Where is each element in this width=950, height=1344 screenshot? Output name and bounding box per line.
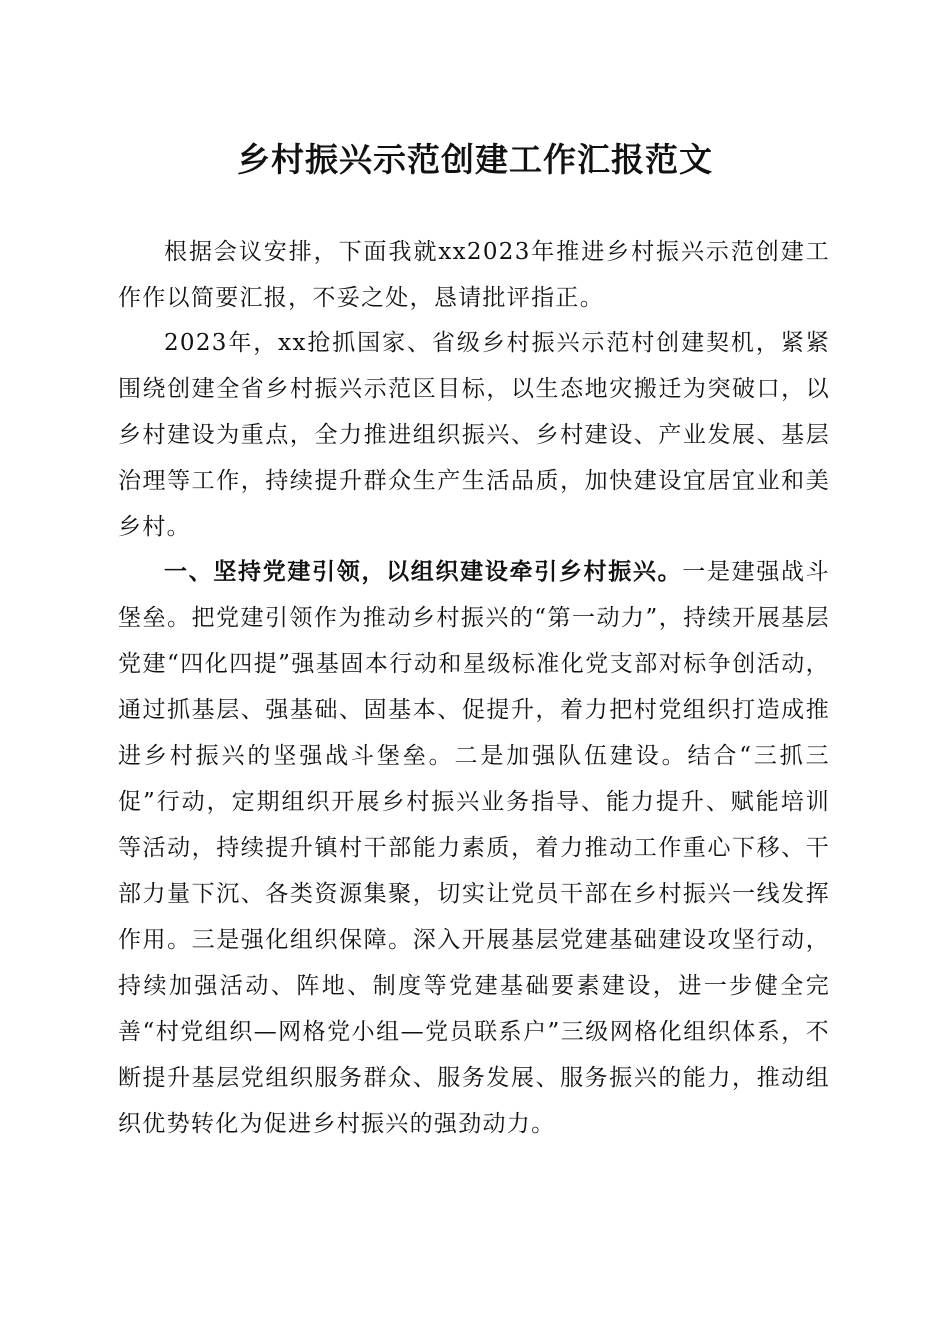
section-heading: 一、坚持党建引领，以组织建设牵引乡村振兴。: [164, 559, 683, 585]
paragraph-text: 根据会议安排，下面我就xx2023年推进乡村振兴示范创建工作作以简要汇报，不妥之处，恳请批评指正。: [118, 239, 830, 311]
document-title: 乡村振兴示范创建工作汇报范文: [237, 140, 713, 179]
overview-paragraph: [118, 320, 830, 550]
document-body: [118, 229, 830, 1146]
paragraph-text: 2023年，xx抢抓国家、省级乡村振兴示范村创建契机，紧紧围绕创建全省乡村振兴示范区目标，以生态地灾搬迁为突破口，以乡村建设为重点，全力推进组织振兴、乡村建设、产业发展、基层治理等工作，持续提升群众生产生活品质，加快建设宜居宜业和美乡村。: [118, 330, 830, 540]
intro-paragraph: [118, 229, 830, 321]
section-one-paragraph: [118, 549, 830, 1147]
paragraph-text: 一是建强战斗堡垒。把党建引领作为推动乡村振兴的“第一动力”，持续开展基层党建“四化四提”强基固本行动和星级标准化党支部对标争创活动，通过抓基层、强基础、固基本、促提升，着力把村党组织打造成推进乡村振兴的坚强战斗堡垒。二是加强队伍建设。结合“三抓三促”行动，定期组织开展乡村振兴业务指导、能力提升、赋能培训等活动，持续提升镇村干部能力素质，着力推动工作重心下移、干部力量下沉、各类资源集聚，切实让党员干部在乡村振兴一线发挥作用。三是强化组织保障。深入开展基层党建基础建设攻坚行动，持续加强活动、阵地、制度等党建基础要素建设，进一步健全完善“村党组织—网格党小组—党员联系户”三级网格化组织体系，不断提升基层党组织服务群众、服务发展、服务振兴的能力，推动组织优势转化为促进乡村振兴的强劲动力。: [118, 559, 830, 1137]
